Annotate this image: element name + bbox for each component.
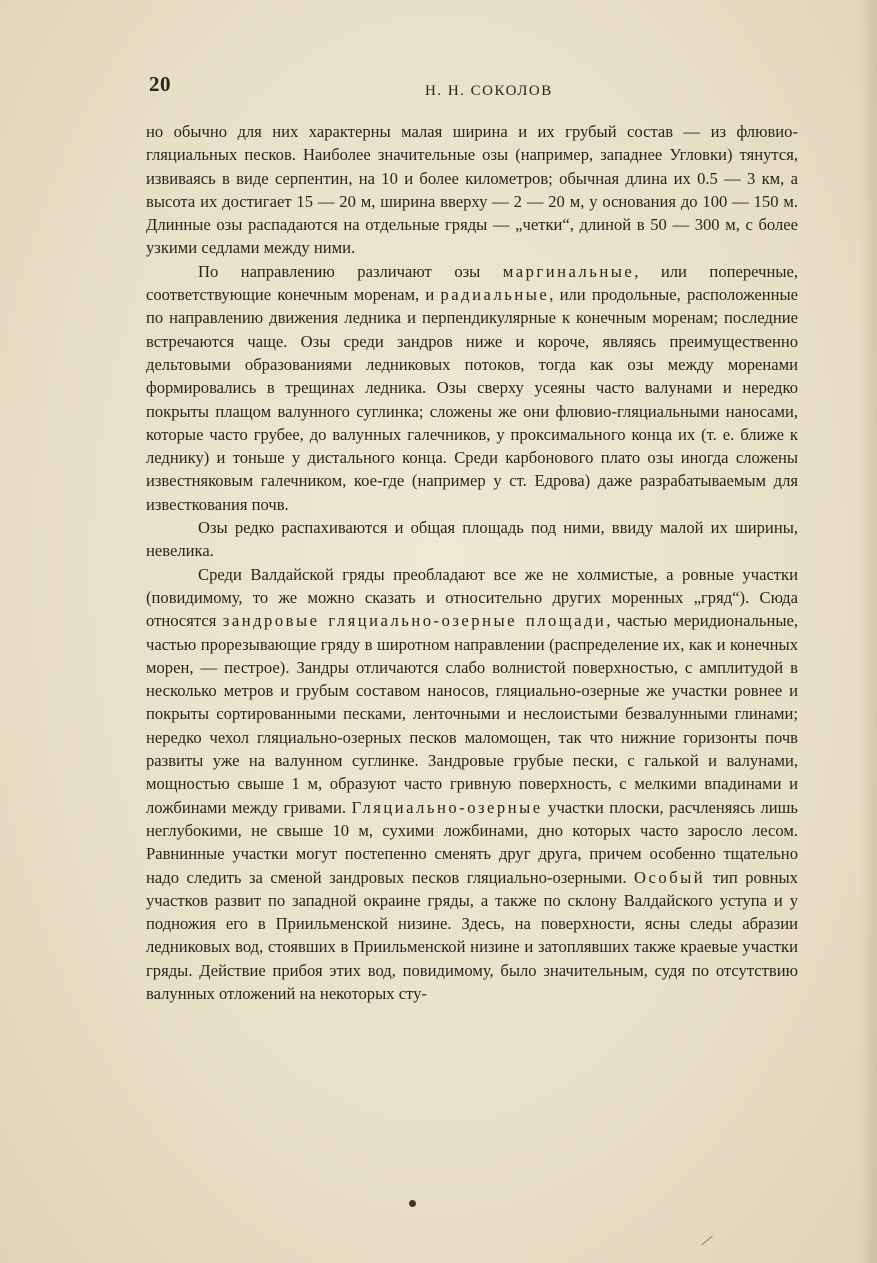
paragraph-3 [146,516,798,563]
spaced-term: Особый [634,867,706,887]
spaced-term: зандровые гляциально-озерные площади [222,611,607,631]
ink-dot [409,1200,416,1207]
text-run: , или поперечные, соответствующие конечным моренам, и [146,261,798,305]
text-run: участки плоски, расчленяясь лишь неглубокими, не свыше 10 м, сухими ложбинами, дно которых часто заросло лесом. Равнинные участки могут постепенно сменять друг друга, причем особенно тщательно надо следить за сменой зандровых песков гляциально-озерными. [146,797,799,887]
running-head-author: Н. Н. СОКОЛОВ [425,83,553,99]
spaced-term: радиальные [440,285,550,305]
paper-mark [701,1236,712,1246]
paragraph-4 [146,563,798,1006]
page-number: 20 [149,72,171,96]
text-run: Озы редко распахиваются и общая площадь под ними, ввиду малой их ширины, невелика. [146,518,798,561]
page-edge-shadow [859,0,877,1263]
text-run: Среди Валдайской гряды преобладают все же не холмистые, а ровные участки (повидимому, то же можно сказать и относительно других моренных „гряд“). Сюда относятся [146,564,798,631]
text-run: По направлению различают озы [198,261,503,281]
body-text [146,120,798,1005]
text-run: , или продольные, расположенные по направлению движения ледника и перпендикулярные к конечным моренам; последние встречаются чаще. Озы среди зандров ниже и короче, являясь преимущественно дельтовыми образованиями ледниковых потоков, тогда как озы между моренами формировались в трещинах ледника. Озы сверху усеяны часто валунами и нередко покрыты плащом валунного суглинка; сложены же они флювио-гляциальными наносами, которые часто грубее, до валунных галечников, у проксимального конца их (т. е. ближе к леднику) и тоньше у дистального конца. Среди карбонового плато озы иногда сложены известняковым галечником, кое-где (например у ст. Едрова) даже разрабатываемым для известкования почв. [146,285,799,514]
text-run: тип ровных участков развит по западной окраине гряды, а также по склону Валдайского уступа и у подножия его в Приильменской низине. Здесь, на поверхности, ясны следы абразии ледниковых вод, стоявших в Приильменской низине и затоплявших также краевые участки гряды. Действие прибоя этих вод, повидимому, было значительным, судя по отсутствию валунных отложений на некоторых сту- [146,867,798,1003]
spaced-term: Гляциально-озерные [351,797,543,817]
spaced-term: маргинальные [502,261,635,281]
paragraph-1 [146,120,798,260]
text-run: но обычно для них характерны малая ширина и их грубый состав — из флювио-гляциальных песков. Наиболее значительные озы (например, западнее Угловки) тянутся, извиваясь в виде серпентин, на 10 и более километров; обычная длина их 0.5 — 3 км, а высота их достигает 15 — 20 м, ширина вверху — 2 — 20 м, у основания до 100 — 150 м. Длинные озы распадаются на отдельные гряды — „четки“, длиной в 50 — 300 м, с более узкими седлами между ними. [146,122,798,258]
text-run: , частью меридиональные, частью прорезывающие гряду в широтном направлении (распределение их, как и конечных морен, — пестрое). Зандры отличаются слабо волнистой поверхностью, с амплитудой в несколько метров и грубым составом наносов, гляциально-озерные же участки ровнее и покрыты сортированными песками, ленточными и неслоистыми безвалунными глинами; нередко чехол гляциально-озерных песков маломощен, так что нижние горизонты почв развиты уже на валунном суглинке. Зандровые грубые пески, с галькой и валунами, мощностью свыше 1 м, образуют часто гривную поверхность, с мелкими впадинами и ложбинами между гривами. [146,611,799,817]
paragraph-2 [146,260,798,516]
